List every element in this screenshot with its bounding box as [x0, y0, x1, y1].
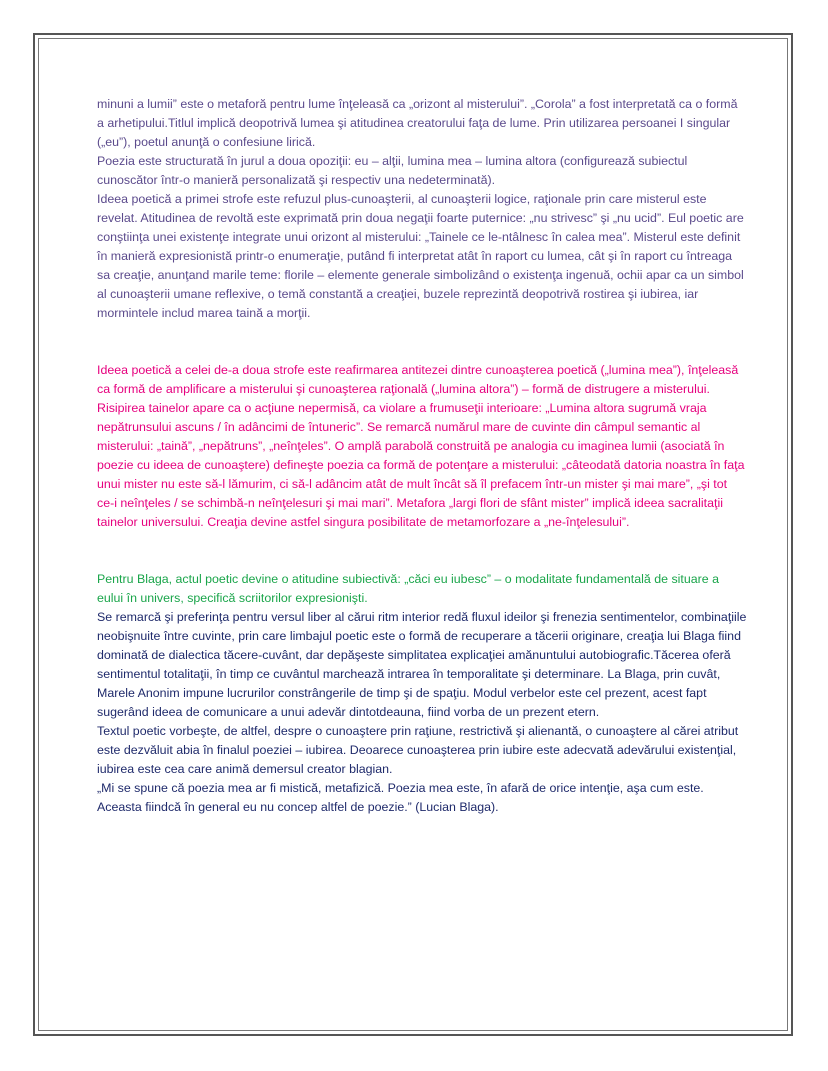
- section-magenta: [97, 361, 747, 532]
- paragraph: Ideea poetică a celei de-a doua strofe este reafirmarea antitezei dintre cunoaşterea poetică („lumina mea”), înţeleasă ca formă de amplificare a misterului şi cunoaşterea raţională („lumina altora”) – formă de distrugere a misterului. Risipirea tainelor apare ca o acţiune nepermisă, ca violare a frumuseţii interioare: „Lumina altora sugrumă vraja nepătrunsului ascuns / în adâncimi de întuneric”. Se remarcă numărul mare de cuvinte din câmpul semantic al misterului: „taină”, „nepătruns”, „neînţeles”. O amplă parabolă construită pe analogia cu imaginea lumii (asociată în poezie cu ideea de cunoaştere) defineşte poezia ca formă de potenţare a misterului: „câteodată datoria noastra în faţa unui mister nu este să-l lămurim, ci să-l adâncim atât de mult încât să îl prefacem într-un mister şi mai mare”, „şi tot ce-i neînţeles / se schimbă-n neînţelesuri şi mai mari”. Metafora „largi flori de sfânt mister” implică ideea sacralitaţii tainelor universului. Creaţia devine astfel singura posibilitate de metamorfozare a „ne-înţelesului”.: [97, 363, 745, 529]
- section-green-navy: [97, 570, 747, 817]
- quote-paragraph: „Mi se spune că poezia mea ar fi mistică, metafizică. Poezia mea este, în afară de orice intenţie, aşa cum este. Aceasta fiindcă în general eu nu concep altfel de poezie.” (Lucian Blaga).: [97, 781, 704, 814]
- document-body: [97, 95, 747, 817]
- spacer: [97, 323, 747, 361]
- spacer: [97, 532, 747, 570]
- paragraph: Ideea poetică a primei strofe este refuzul plus-cunoaşterii, al cunoaşterii logice, raţionale prin care misterul este revelat. Atitudinea de revoltă este exprimată prin doua negaţii foarte puternice: „nu strivesc” şi „nu ucid”. Eul poetic are conştiinţa unei existenţe integrate unui orizont al misterului: „Tainele ce le-ntâlnesc în calea mea”. Misterul este definit în manieră expresionistă printr-o enumeraţie, putând fi interpretat atât în raport cu lumea, cât şi în raport cu întreaga sa creaţie, anunţand marile teme: florile – elemente generale simbolizând o existenţa ingenuă, ochii apar ca un simbol al cunoaşterii umane reflexive, o temă constantă a creaţiei, buzele reprezintă deopotrivă rostirea şi iubirea, iar mormintele includ marea taină a morţii.: [97, 192, 744, 320]
- paragraph: minuni a lumii” este o metaforă pentru lume înţeleasă ca „orizont al misterului”. „Corola” a fost interpretată ca o formă a arhetipului.Titlul implică deopotrivă lumea şi atitudinea creatorului faţa de lume. Prin utilizarea persoanei I singular („eu”), poetul anunţă o confesiune lirică.: [97, 97, 738, 149]
- section-purple: [97, 95, 747, 323]
- paragraph: Se remarcă şi preferinţa pentru versul liber al cărui ritm interior redă fluxul ideilor şi frenezia sentimentelor, combinaţiile neobişnuite între cuvinte, prin care limbajul poetic este o formă de recuperare a tăcerii originare, creaţia lui Blaga fiind dominată de dialectica tăcere-cuvânt, dar depăşeste simplitatea explicaţiei amănuntului autobiografic.Tăcerea oferă sentimentul totalitaţii, în timp ce cuvântul marchează intrarea în temporalitate şi determinare. La Blaga, prin cuvât, Marele Anonim impune lucrurilor constrângerile de timp şi de spaţiu. Modul verbelor este cel prezent, acest fapt sugerând ideea de comunicare a unui adevăr dintotdeauna, fiind vorba de un prezent etern.: [97, 610, 747, 719]
- paragraph: Textul poetic vorbeşte, de altfel, despre o cunoaştere prin raţiune, restrictivă şi alienantă, o cunoaştere al cărei atribut este dezvăluit abia în finalul poeziei – iubirea. Deoarece cunoaşterea prin iubire este adecvată adevărului existenţial, iubirea este cea care animă demersul creator blagian.: [97, 724, 739, 776]
- paragraph-highlight: Pentru Blaga, actul poetic devine o atitudine subiectivă: „căci eu iubesc” – o modalitate fundamentală de situare a eului în univers, specifică scriitorilor expresionişti.: [97, 572, 719, 605]
- paragraph: Poezia este structurată în jurul a doua opoziţii: eu – alţii, lumina mea – lumina altora (configurează subiectul cunoscător într-o manieră personalizată şi respectiv una nedeterminată).: [97, 154, 688, 187]
